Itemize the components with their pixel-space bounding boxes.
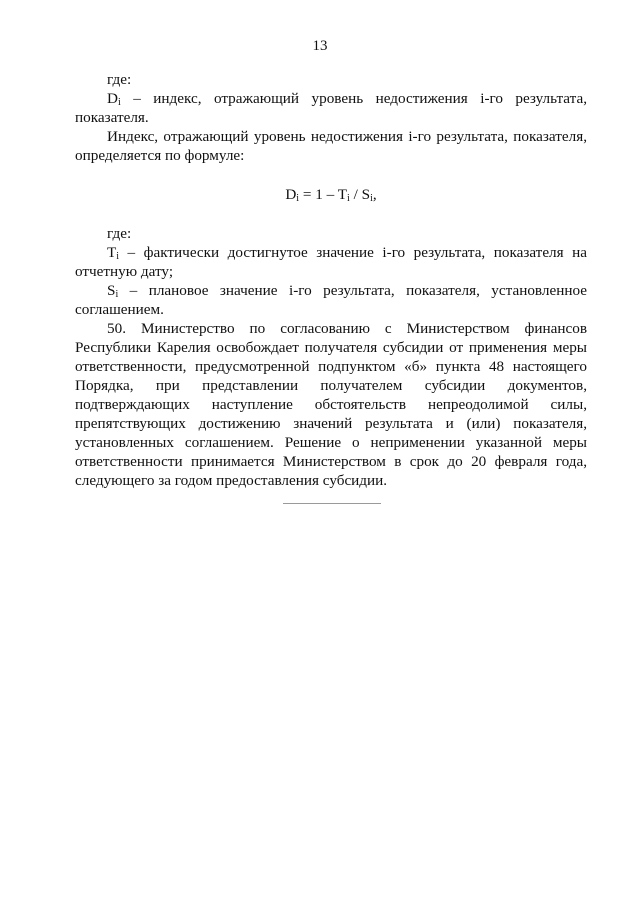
symbol-d-subscript: i (117, 97, 121, 108)
where-label-1: где: (107, 71, 132, 88)
definition-s-text: – плановое значение i-го результата, показателя, установленное (118, 282, 587, 299)
symbol-d: D (107, 90, 118, 107)
paragraph-50-line: препятствующих достижению значений результата и (или) показателя, (75, 415, 587, 432)
formula-d: D (285, 186, 297, 203)
formula-intro-line-2: определяется по формуле: (75, 147, 245, 164)
formula-s-subscript: i (370, 193, 373, 204)
definition-t-text: – фактически достигнутое значение i-го результата, показателя на (119, 244, 587, 261)
page-number: 13 (312, 38, 328, 54)
formula-d-subscript: i (296, 193, 300, 204)
paragraph-50-line: 50. Министерство по согласованию с Министерством финансов (107, 320, 587, 337)
definition-s-line-1 (75, 281, 587, 300)
paragraph-50-line: установленных соглашением. Решение о неприменении указанной меры (75, 434, 587, 451)
page-body (75, 70, 587, 490)
end-divider (283, 503, 381, 504)
formula-end: , (372, 186, 377, 203)
formula (75, 185, 587, 204)
definition-d-line-1 (75, 89, 587, 108)
paragraph-50-line: ответственности принимается Министерством в срок до 20 февраля года, (75, 453, 587, 470)
definition-t-line-2: отчетную дату; (75, 263, 174, 280)
paragraph-50-line: следующего за годом предоставления субсидии. (75, 472, 388, 489)
formula-t-subscript: i (347, 193, 350, 204)
symbol-s-subscript: i (115, 289, 119, 300)
definition-s-line-2: соглашением. (75, 301, 164, 318)
formula-equals-part: = 1 – T (299, 186, 348, 203)
paragraph-50-line: ответственности, предусмотренной подпунктом «б» пункта 48 настоящего (75, 358, 587, 375)
symbol-t: T (107, 244, 117, 261)
definition-d-line-2: показателя. (75, 109, 149, 126)
paragraph-50-line: подтверждающих наступление обстоятельств непреодолимой силы, (75, 396, 587, 413)
definition-d-text: – индекс, отражающий уровень недостижения i-го результата, (120, 90, 587, 107)
definition-t-line-1 (75, 243, 587, 262)
symbol-s: S (107, 282, 116, 299)
formula-divide-part: / S (349, 186, 371, 203)
paragraph-50-line: Порядка, при представлении получателем субсидии документов, (75, 377, 587, 394)
symbol-t-subscript: i (116, 251, 120, 262)
where-label-2: где: (107, 225, 132, 242)
formula-intro-line-1: Индекс, отражающий уровень недостижения i-го результата, показателя, (107, 128, 587, 145)
paragraph-50-line: Республики Карелия освобождает получателя субсидии от применения меры (75, 339, 587, 356)
